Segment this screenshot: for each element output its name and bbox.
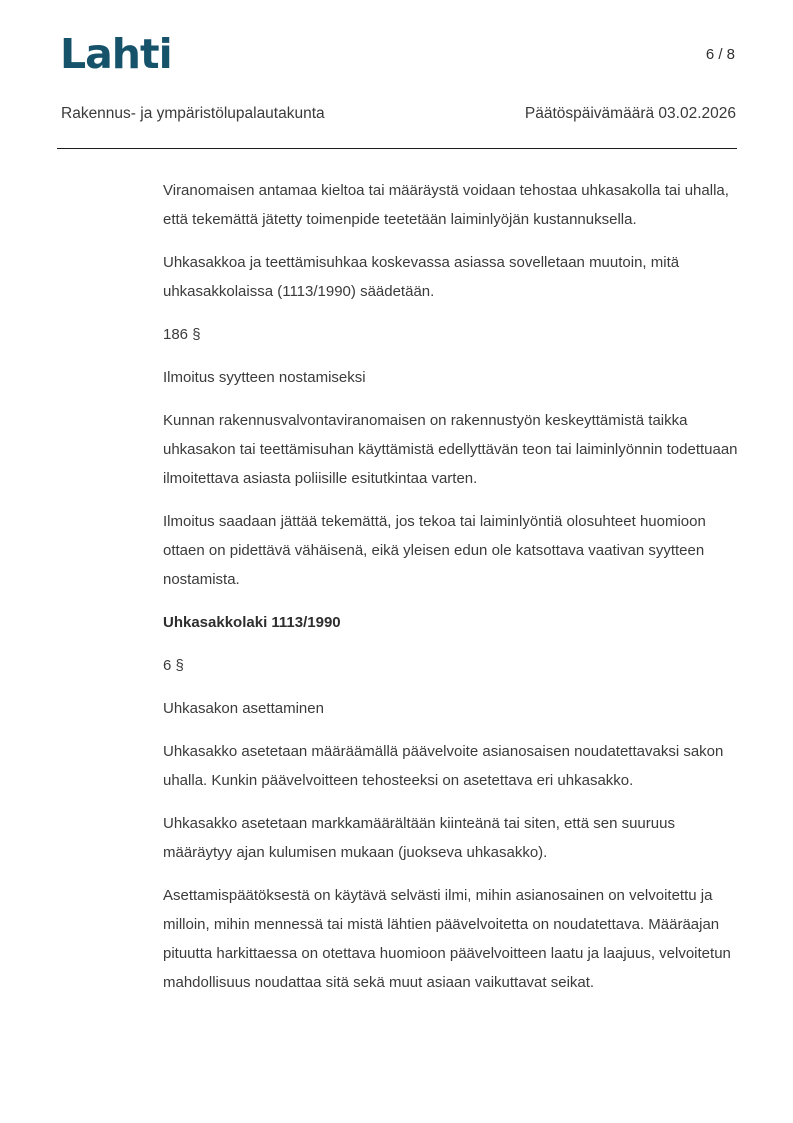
body-paragraph: Uhkasakko asetetaan määräämällä päävelvoite asianosaisen noudatettavaksi sakon uhalla. Kunkin päävelvoitteen tehosteeksi on asetettava eri uhkasakko. xyxy=(163,743,724,789)
section-number-6: 6 § xyxy=(163,657,184,674)
header-divider xyxy=(57,148,737,149)
document-header xyxy=(61,105,736,123)
lahti-logo: Lahti xyxy=(60,30,172,78)
document-body xyxy=(163,176,741,1011)
section-title: Uhkasakon asettaminen xyxy=(163,700,324,717)
body-paragraph: Asettamispäätöksestä on käytävä selvästi ilmi, mihin asianosainen on velvoitettu ja milloin, mihin mennessä tai mistä lähtien päävelvoitetta on noudatettava. Määräajan pituutta harkittaessa on otettava huomioon päävelvoitteen laatu ja laajuus, velvoitetun mahdollisuus noudattaa sitä sekä muut asiaan vaikuttavat seikat. xyxy=(163,887,731,991)
section-title: Ilmoitus syytteen nostamiseksi xyxy=(163,369,366,386)
body-paragraph: Viranomaisen antamaa kieltoa tai määräystä voidaan tehostaa uhkasakolla tai uhalla, että tekemättä jätetty toimenpide teetetään laiminlyöjän kustannuksella. xyxy=(163,182,729,228)
header-decision-date: Päätöspäivämäärä 03.02.2026 xyxy=(524,105,736,122)
section-number-186: 186 § xyxy=(163,326,201,343)
body-paragraph: Uhkasakkoa ja teettämisuhkaa koskevassa asiassa sovelletaan muutoin, mitä uhkasakkolaissa (1113/1990) säädetään. xyxy=(163,254,680,300)
law-heading: Uhkasakkolaki 1113/1990 xyxy=(163,614,341,631)
page-number: 6 / 8 xyxy=(705,46,735,63)
body-paragraph: Uhkasakko asetetaan markkamäärältään kiinteänä tai siten, että sen suuruus määräytyy ajan kulumisen mukaan (juokseva uhkasakko). xyxy=(163,815,675,861)
body-paragraph: Ilmoitus saadaan jättää tekemättä, jos tekoa tai laiminlyöntiä olosuhteet huomioon ottaen on pidettävä vähäisenä, eikä yleisen edun ole katsottava vaativan syytteen nostamista. xyxy=(163,513,706,588)
body-paragraph: Kunnan rakennusvalvontaviranomaisen on rakennustyön keskeyttämistä taikka uhkasakon tai teettämisuhan käyttämistä edellyttävän teon tai laiminlyönnin todettuaan ilmoitettava asiasta poliisille esitutkintaa varten. xyxy=(163,412,738,487)
header-committee-name: Rakennus- ja ympäristölupalautakunta xyxy=(61,105,325,122)
